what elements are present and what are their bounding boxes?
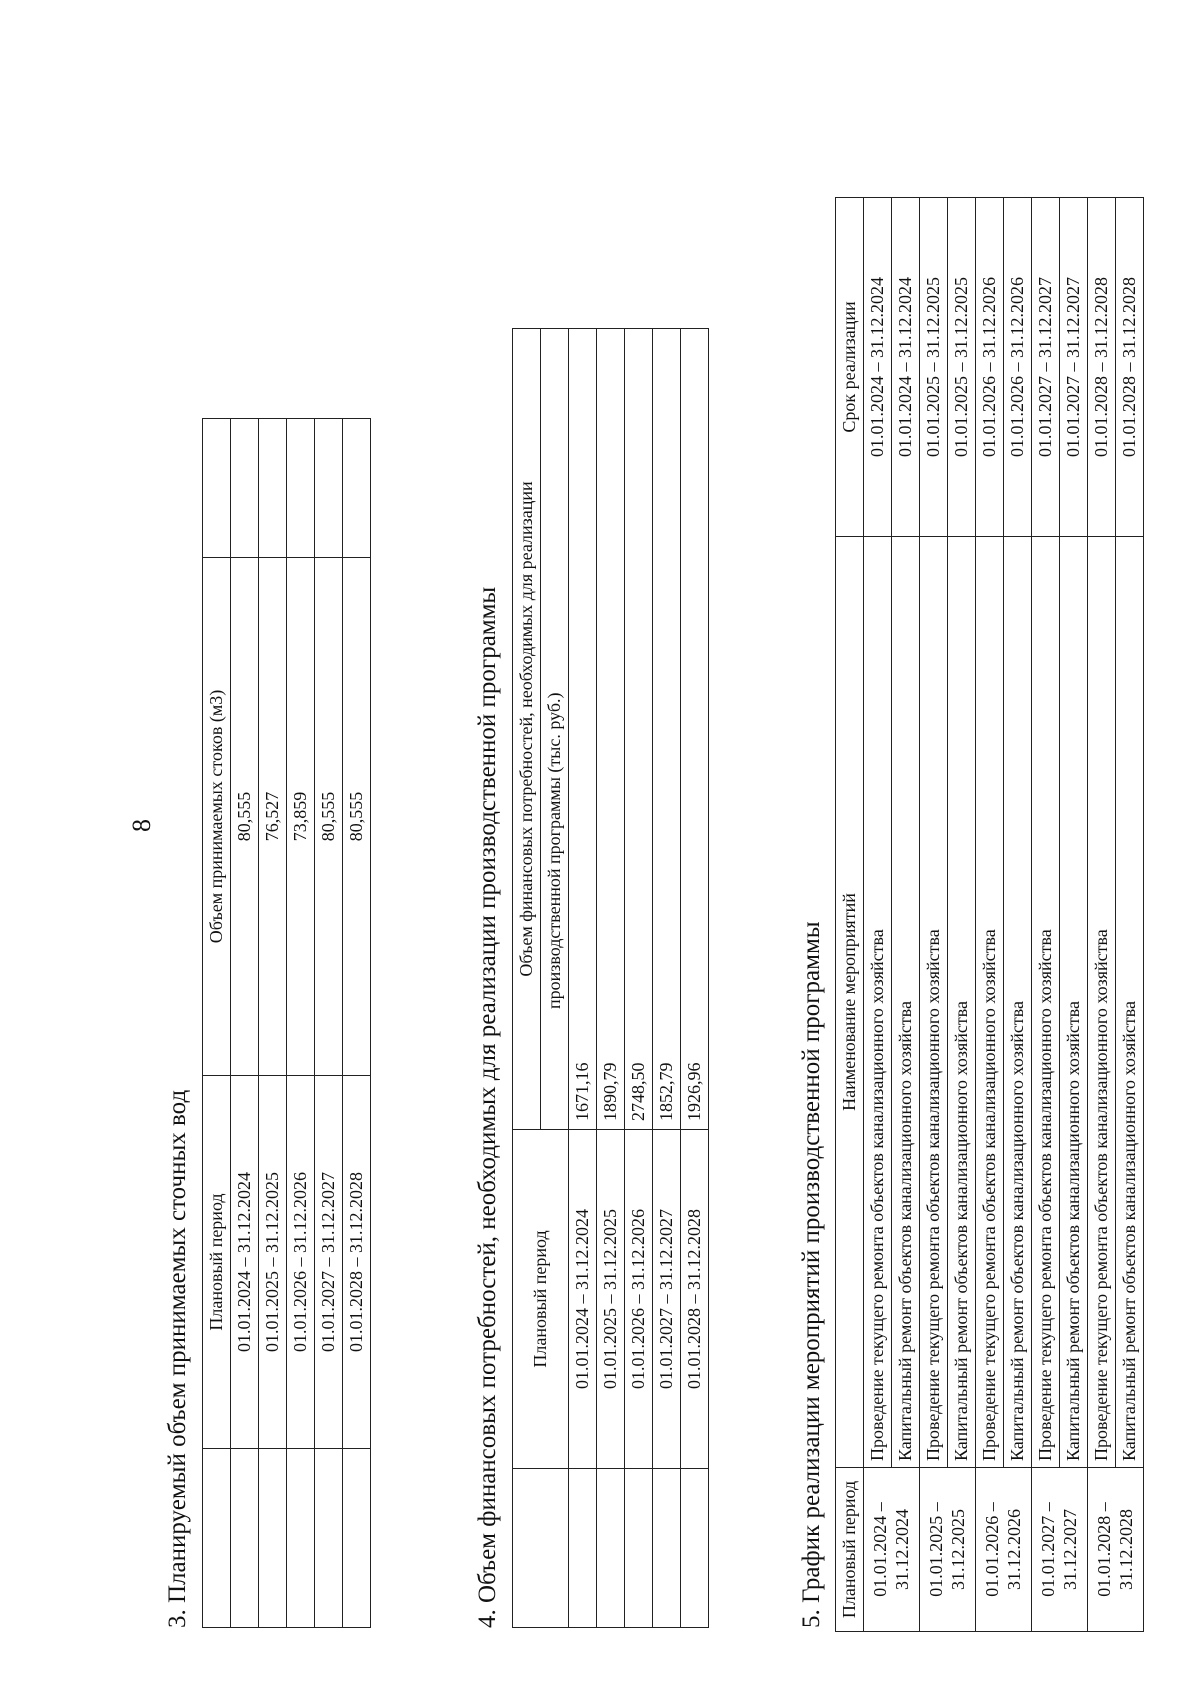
activity-name: Капитальный ремонт объектов канализационного хозяйства <box>1004 537 1032 1468</box>
table-header-row <box>203 419 231 1628</box>
section3-table <box>202 418 371 1628</box>
table-row <box>259 419 287 1628</box>
header-period: Плановый период <box>513 1130 569 1469</box>
table-row <box>1088 198 1116 1632</box>
period-cell: 01.01.2024 – 31.12.2024 <box>569 1130 597 1469</box>
volume-cell: 76,527 <box>259 558 287 1076</box>
table-row <box>864 198 892 1632</box>
term-cell: 01.01.2027 – 31.12.2027 <box>1060 198 1088 537</box>
period-cell: 01.01.2024 – 31.12.2024 <box>231 1076 259 1449</box>
table-header-row <box>836 198 864 1632</box>
amount-cell: 1852,79 <box>653 329 681 1130</box>
period-cell: 01.01.2028 – 31.12.2028 <box>681 1130 709 1469</box>
amount-cell: 1890,79 <box>597 329 625 1130</box>
section4-table <box>512 328 709 1628</box>
header-amount-line2: производственной программы (тыс. руб.) <box>541 329 569 1130</box>
term-cell: 01.01.2026 – 31.12.2026 <box>1004 198 1032 537</box>
table-row <box>892 198 920 1632</box>
table-row <box>1004 198 1032 1632</box>
table-row <box>1060 198 1088 1632</box>
page-number: 8 <box>127 819 156 832</box>
activity-name: Проведение текущего ремонта объектов канализационного хозяйства <box>1032 537 1060 1468</box>
activity-name: Капитальный ремонт объектов канализационного хозяйства <box>1060 537 1088 1468</box>
period-cell: 01.01.2026 – 31.12.2026 <box>976 1468 1032 1632</box>
period-cell: 01.01.2026 – 31.12.2026 <box>625 1130 653 1469</box>
period-cell: 01.01.2028 – 31.12.2028 <box>1088 1468 1144 1632</box>
period-cell: 01.01.2024 – 31.12.2024 <box>864 1468 920 1632</box>
table-row <box>287 419 315 1628</box>
activity-name: Проведение текущего ремонта объектов канализационного хозяйства <box>976 537 1004 1468</box>
period-cell: 01.01.2027 – 31.12.2027 <box>1032 1468 1088 1632</box>
rotated-page <box>120 170 1139 1670</box>
activity-name: Капитальный ремонт объектов канализационного хозяйства <box>1116 537 1144 1468</box>
volume-cell: 80,555 <box>231 558 259 1076</box>
activity-name: Проведение текущего ремонта объектов канализационного хозяйства <box>920 537 948 1468</box>
term-cell: 01.01.2028 – 31.12.2028 <box>1116 198 1144 537</box>
header-term: Срок реализации <box>836 198 864 537</box>
header-period: Плановый период <box>203 1076 231 1449</box>
table-row <box>976 198 1004 1632</box>
table-row <box>343 419 371 1628</box>
section3-title: 3. Планируемый объем принимаемых сточных вод <box>164 1089 191 1628</box>
volume-cell: 73,859 <box>287 558 315 1076</box>
table-row <box>597 329 625 1628</box>
table-row <box>653 329 681 1628</box>
header-period: Плановый период <box>836 1468 864 1632</box>
volume-cell: 80,555 <box>343 558 371 1076</box>
table-row <box>315 419 343 1628</box>
period-cell: 01.01.2027 – 31.12.2027 <box>315 1076 343 1449</box>
term-cell: 01.01.2027 – 31.12.2027 <box>1032 198 1060 537</box>
activity-name: Капитальный ремонт объектов канализационного хозяйства <box>948 537 976 1468</box>
header-amount-line1: Объем финансовых потребностей, необходимых для реализации <box>513 329 541 1130</box>
amount-cell: 1671,16 <box>569 329 597 1130</box>
table-row <box>920 198 948 1632</box>
term-cell: 01.01.2028 – 31.12.2028 <box>1088 198 1116 537</box>
period-cell: 01.01.2026 – 31.12.2026 <box>287 1076 315 1449</box>
term-cell: 01.01.2026 – 31.12.2026 <box>976 198 1004 537</box>
term-cell: 01.01.2024 – 31.12.2024 <box>864 198 892 537</box>
period-cell: 01.01.2027 – 31.12.2027 <box>653 1130 681 1469</box>
activity-name: Капитальный ремонт объектов канализационного хозяйства <box>892 537 920 1468</box>
term-cell: 01.01.2025 – 31.12.2025 <box>920 198 948 537</box>
amount-cell: 2748,50 <box>625 329 653 1130</box>
period-cell: 01.01.2025 – 31.12.2025 <box>597 1130 625 1469</box>
section5-title: 5. График реализации мероприятий производственной программы <box>798 921 825 1628</box>
header-volume: Объем принимаемых стоков (м3) <box>203 558 231 1076</box>
table-row <box>625 329 653 1628</box>
term-cell: 01.01.2024 – 31.12.2024 <box>892 198 920 537</box>
table-row <box>1116 198 1144 1632</box>
header-name: Наименование мероприятий <box>836 537 864 1468</box>
volume-cell: 80,555 <box>315 558 343 1076</box>
table-header-row <box>513 329 541 1628</box>
table-row <box>948 198 976 1632</box>
term-cell: 01.01.2025 – 31.12.2025 <box>948 198 976 537</box>
table-row <box>681 329 709 1628</box>
period-cell: 01.01.2028 – 31.12.2028 <box>343 1076 371 1449</box>
amount-cell: 1926,96 <box>681 329 709 1130</box>
table-row <box>231 419 259 1628</box>
table-row <box>1032 198 1060 1632</box>
activity-name: Проведение текущего ремонта объектов канализационного хозяйства <box>1088 537 1116 1468</box>
activity-name: Проведение текущего ремонта объектов канализационного хозяйства <box>864 537 892 1468</box>
section5-table <box>835 197 1144 1632</box>
table-row <box>569 329 597 1628</box>
period-cell: 01.01.2025 – 31.12.2025 <box>920 1468 976 1632</box>
section4-title: 4. Объем финансовых потребностей, необходимых для реализации производственной программы <box>474 586 501 1628</box>
period-cell: 01.01.2025 – 31.12.2025 <box>259 1076 287 1449</box>
